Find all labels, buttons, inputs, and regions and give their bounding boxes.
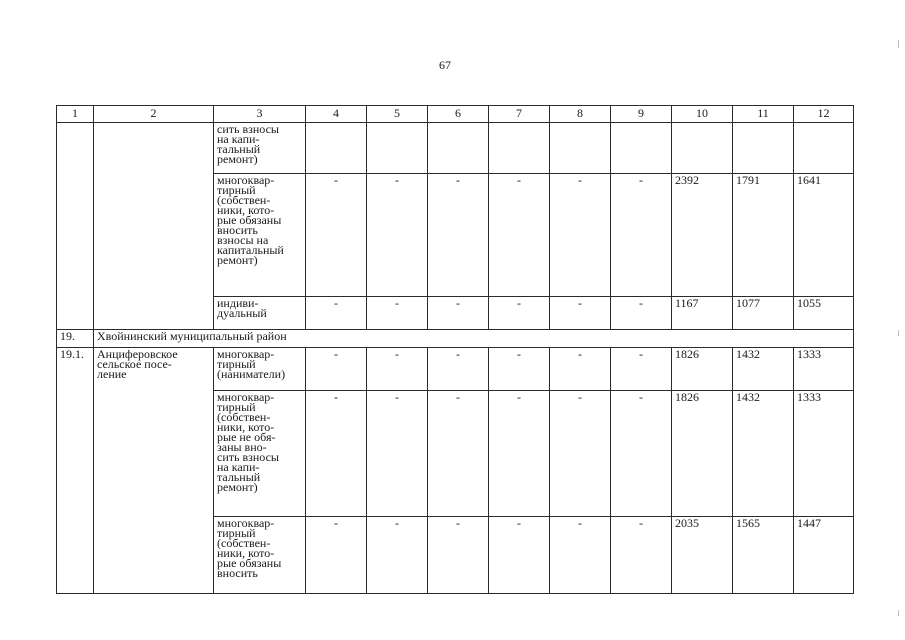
cell-value: 1447 [794,517,854,594]
cell-dash: - [428,174,489,297]
cell-dash: - [306,174,367,297]
region-number: 19. [57,330,94,348]
cell-dash: - [611,348,672,391]
cell-value: 1826 [672,348,733,391]
table-row [57,348,854,391]
cell-empty [611,123,672,174]
cell-dash: - [306,297,367,330]
cell-value: 2392 [672,174,733,297]
cell-value: 1333 [794,348,854,391]
region-name: Хвойнинский муниципальный район [94,330,854,348]
cell-value: 1055 [794,297,854,330]
cell-value: 1432 [733,391,794,517]
cell-value: 1826 [672,391,733,517]
cell-value [794,123,854,174]
cell-dash: - [489,297,550,330]
cell-value: 1641 [794,174,854,297]
cell-settlement: Анциферовское сельское посе- ление [94,348,214,594]
cell-dash: - [489,348,550,391]
cell-dash: - [550,517,611,594]
cell-settlement [94,123,214,330]
cell-dash: - [428,517,489,594]
cell-value: 2035 [672,517,733,594]
cell-dash: - [611,391,672,517]
cell-value: 1565 [733,517,794,594]
table-row [57,123,854,174]
cell-dash: - [306,517,367,594]
cell-dash: - [306,348,367,391]
cell-dash: - [367,391,428,517]
column-header: 3 [214,106,306,123]
cell-dash: - [611,517,672,594]
cell-empty [428,123,489,174]
column-header: 4 [306,106,367,123]
cell-value [733,123,794,174]
page-number: 67 [439,58,451,72]
cell-value: 1167 [672,297,733,330]
cell-dash: - [367,297,428,330]
header-row [57,106,854,123]
column-header: 10 [672,106,733,123]
cell-dash: - [550,297,611,330]
column-header: 1 [57,106,94,123]
scan-edge-mark [898,330,899,336]
column-header: 2 [94,106,214,123]
cell-value: 1791 [733,174,794,297]
cell-dash: - [550,391,611,517]
column-header: 6 [428,106,489,123]
cell-housing-type: индиви- дуальный [214,297,306,330]
cell-dash: - [489,517,550,594]
cell-housing-type: многоквар- тирный (собствен- ники, кото- рые обязаны вносить [214,517,306,594]
cell-value: 1432 [733,348,794,391]
cell-number: 19.1. [57,348,94,594]
cell-dash: - [428,348,489,391]
cell-dash: - [489,391,550,517]
cell-dash: - [367,517,428,594]
cell-dash: - [550,348,611,391]
cell-value: 1077 [733,297,794,330]
tariff-table [56,105,854,594]
cell-dash: - [428,391,489,517]
scan-edge-mark [898,40,899,48]
cell-empty [306,123,367,174]
cell-housing-type: многоквар- тирный (наниматели) [214,348,306,391]
region-row [57,330,854,348]
cell-dash: - [428,297,489,330]
cell-dash: - [306,391,367,517]
cell-housing-type: многоквар- тирный (собствен- ники, кото- рые не обя- заны вно- сить взносы на капи- тальный ремонт) [214,391,306,517]
cell-dash: - [611,174,672,297]
column-header: 9 [611,106,672,123]
cell-empty [550,123,611,174]
cell-dash: - [489,174,550,297]
column-header: 11 [733,106,794,123]
column-header: 12 [794,106,854,123]
column-header: 7 [489,106,550,123]
cell-dash: - [367,348,428,391]
cell-housing-type: многоквар- тирный (собствен- ники, кото- рые обязаны вносить взносы на капитальный ремонт) [214,174,306,297]
scan-edge-mark [898,610,899,616]
cell-empty [367,123,428,174]
cell-dash: - [367,174,428,297]
cell-dash: - [550,174,611,297]
column-header: 5 [367,106,428,123]
cell-housing-type: сить взносы на капи- тальный ремонт) [214,123,306,174]
cell-value [672,123,733,174]
cell-number [57,123,94,330]
column-header: 8 [550,106,611,123]
cell-empty [489,123,550,174]
cell-dash: - [611,297,672,330]
cell-value: 1333 [794,391,854,517]
